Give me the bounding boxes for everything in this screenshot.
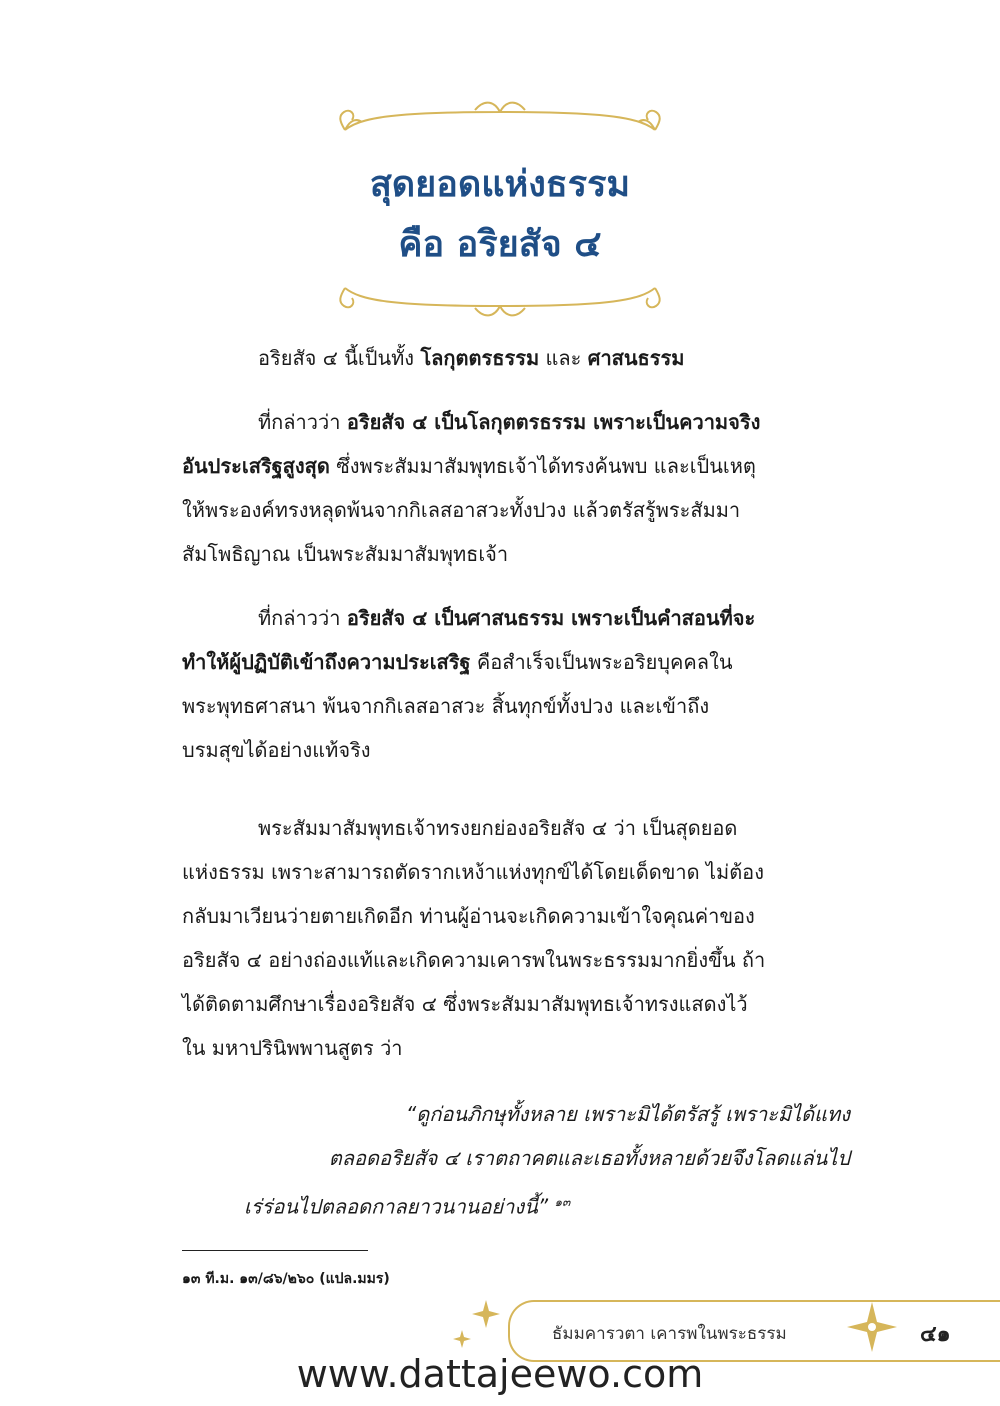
footnote: ๑๓ ที.ม. ๑๓/๘๖/๒๖๐ (แปล.มมร) (182, 1271, 390, 1287)
top-ornament (345, 103, 655, 130)
quote-line: ตลอดอริยสัจ ๔ เราตถาคตและเธอทั้งหลายด้วยจึงโลดแล่นไป (328, 1146, 850, 1170)
text-line: แห่งธรรม เพราะสามารถตัดรากเหง้าแห่งทุกข์ได้โดยเด็ดขาด ไม่ต้อง (182, 860, 764, 884)
text-line: สัมโพธิญาณ เป็นพระสัมมาสัมพุทธเจ้า (182, 542, 509, 566)
quote-line: เร่ร่อนไปตลอดกาลยาวนานอย่างนี้” (244, 1194, 549, 1219)
bold-text: อันประเสริฐสูงสุด (182, 454, 330, 478)
bold-text: ศาสนธรรม (587, 346, 685, 370)
text: ที่กล่าวว่า (258, 410, 347, 434)
page-title-line-2: คือ อริยสัจ ๔ (398, 224, 602, 265)
text-line: ให้พระองค์ทรงหลุดพ้นจากกิเลสอาสวะทั้งปวง แล้วตรัสรู้พระสัมมา (182, 498, 741, 522)
text: และ (539, 346, 588, 370)
bottom-ornament (345, 288, 655, 315)
book-title: ธัมมคารวตา เคารพในพระธรรม (552, 1324, 787, 1344)
page-number: ๔๑ (920, 1322, 951, 1347)
website-url: www.dattajeewo.com (296, 1352, 704, 1396)
scripture-quote (182, 1092, 850, 1229)
text: อริยสัจ ๔ นี้เป็นทั้ง (258, 346, 421, 370)
text-line: พระพุทธศาสนา พ้นจากกิเลสอาสวะ สิ้นทุกข์ทั้งปวง และเข้าถึง (182, 694, 710, 718)
paragraph-2 (182, 400, 850, 576)
paragraph-3 (182, 596, 850, 772)
text: ที่กล่าวว่า (258, 606, 347, 630)
text: ซึ่งพระสัมมาสัมพุทธเจ้าได้ทรงค้นพบ และเป็นเหตุ (329, 454, 756, 478)
bold-text: โลกุตตรธรรม (420, 346, 540, 370)
paragraph-1 (182, 336, 850, 380)
text-line: พระสัมมาสัมพุทธเจ้าทรงยกย่องอริยสัจ ๔ ว่า เป็นสุดยอด (258, 816, 738, 840)
page-title-line-1: สุดยอดแห่งธรรม (369, 164, 631, 205)
text-line: อริยสัจ ๔ อย่างถ่องแท้และเกิดความเคารพในพระธรรมมากยิ่งขึ้น ถ้า (182, 948, 766, 972)
bold-text: ทำให้ผู้ปฏิบัติเข้าถึงความประเสริฐ (182, 650, 471, 674)
text-line: ได้ติดตามศึกษาเรื่องอริยสัจ ๔ ซึ่งพระสัมมาสัมพุทธเจ้าทรงแสดงไว้ (182, 992, 748, 1016)
text-line: บรมสุขได้อย่างแท้จริง (182, 738, 371, 762)
text-line: ใน มหาปรินิพพานสูตร ว่า (182, 1036, 403, 1060)
bold-text: อริยสัจ ๔ เป็นศาสนธรรม เพราะเป็นคำสอนที่จะ (346, 606, 756, 630)
text-line: กลับมาเวียนว่ายตายเกิดอีก ท่านผู้อ่านจะเกิดความเข้าใจคุณค่าของ (182, 904, 755, 928)
paragraph-4 (182, 806, 850, 1070)
text: คือสำเร็จเป็นพระอริยบุคคลใน (470, 650, 733, 674)
footnote-divider (182, 1250, 368, 1251)
bold-text: อริยสัจ ๔ เป็นโลกุตตรธรรม เพราะเป็นความจริง (346, 410, 761, 434)
quote-line: “ดูก่อนภิกษุทั้งหลาย เพราะมิได้ตรัสรู้ เพราะมิได้แทง (405, 1102, 850, 1126)
sparkle-icon-small (453, 1300, 500, 1348)
footnote-ref: ๑๓ (554, 1195, 571, 1209)
